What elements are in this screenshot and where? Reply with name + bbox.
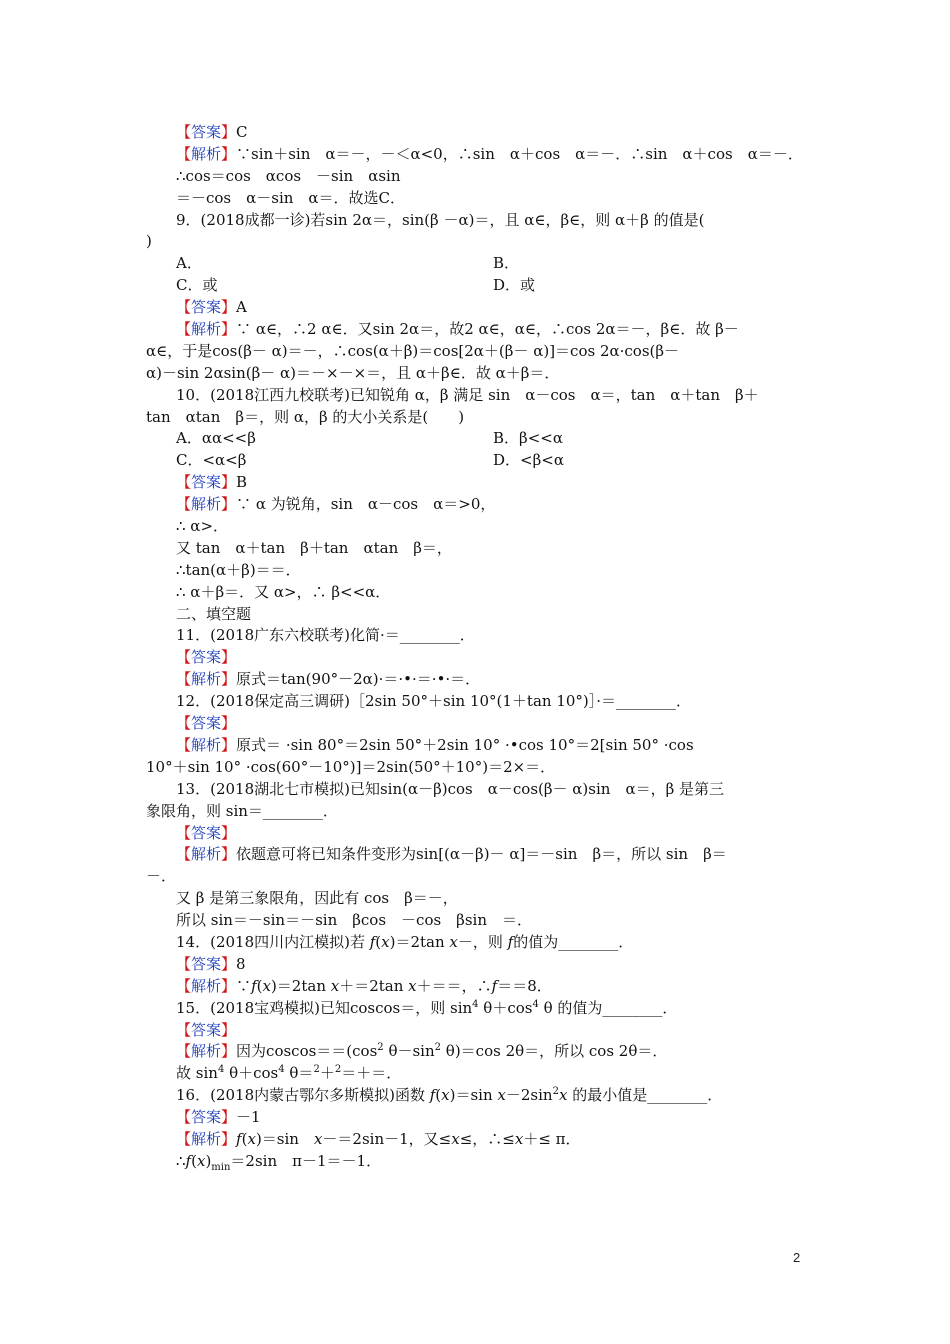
text: )＝sin	[255, 1129, 314, 1148]
question-16	[146, 1085, 810, 1107]
option-b: B．β<<α	[493, 429, 563, 448]
bracket-open: 【	[176, 954, 192, 973]
text: (	[435, 1086, 442, 1105]
bracket-open: 【	[176, 495, 192, 514]
answer-label: 答案	[191, 298, 222, 317]
text: )＝2tan	[270, 976, 331, 995]
text-line: ∴ α>．	[176, 517, 229, 536]
text: )＝2tan	[389, 932, 450, 951]
bracket-close: 】	[221, 1129, 237, 1148]
var: x	[262, 976, 271, 995]
bracket-close: 】	[221, 954, 237, 973]
analysis-line	[146, 1041, 810, 1063]
text: ＋＝＝，∴	[416, 976, 492, 995]
analysis-line	[146, 1129, 810, 1151]
func: f	[185, 1151, 192, 1170]
text: 的最小值是________．	[567, 1086, 723, 1105]
text: (	[191, 1151, 197, 1170]
text-line: tan αtan β＝，则 α，β 的大小关系是( )	[146, 407, 465, 426]
text: 依题意可将已知条件变形为sin[(α－β)－ α]＝－sin β＝，所以 sin β＝	[236, 845, 727, 864]
analysis-label: 解析	[191, 976, 222, 995]
exponent: 4	[532, 998, 539, 1010]
bracket-close: 】	[221, 495, 237, 514]
bracket-close: 】	[221, 1042, 237, 1061]
var: x	[441, 1086, 450, 1105]
bracket-open: 【	[176, 298, 192, 317]
analysis-label: 解析	[191, 670, 222, 689]
text: 15．(2018宝鸡模拟)已知coscos＝，则 sin	[176, 998, 473, 1017]
option-a: A．	[176, 254, 202, 273]
bracket-close: 】	[221, 298, 237, 317]
bracket-open: 【	[176, 714, 192, 733]
bracket-close: 】	[221, 1020, 237, 1039]
question-13: 13．(2018湖北七市模拟)已知sin(α－β)cos α－cos(β－ α)sin α＝，β 是第三	[176, 779, 725, 798]
bracket-open: 【	[176, 735, 192, 754]
bracket-close: 】	[221, 735, 237, 754]
bracket-open: 【	[176, 473, 192, 492]
func: f	[507, 932, 514, 951]
bracket-open: 【	[176, 976, 192, 995]
text: 8	[236, 954, 246, 973]
text: 因为coscos＝＝(cos	[236, 1042, 378, 1061]
answer-label: 答案	[191, 823, 222, 842]
text: (	[241, 1129, 248, 1148]
exponent: 2	[552, 1086, 559, 1098]
bracket-open: 【	[176, 845, 192, 864]
text: ∴	[176, 1151, 186, 1170]
text: 的值为________．	[513, 932, 634, 951]
var: x	[330, 976, 340, 995]
text: C	[236, 123, 248, 141]
exponent: 4	[472, 998, 479, 1010]
text-line	[146, 1063, 810, 1085]
bracket-open: 【	[176, 1042, 192, 1061]
func: f	[429, 1086, 436, 1105]
text-line: ＝－cos α－sin α＝．故选C．	[176, 188, 406, 207]
text-line: α∈，于是cos(β－ α)＝－，∴cos(α＋β)＝cos[2α＋(β－ α)]＝cos 2α·cos(β－	[146, 341, 680, 360]
analysis-label: 解析	[191, 735, 222, 754]
text-line: )	[146, 232, 152, 251]
text: 14．(2018四川内江模拟)若	[176, 932, 370, 951]
text: ＋≤ π．	[523, 1129, 581, 1148]
option-b: B．	[493, 254, 520, 273]
text: θ 的值为________．	[538, 998, 678, 1017]
var: x	[514, 1129, 524, 1148]
answer-label: 答案	[191, 473, 222, 492]
question-11: 11．(2018广东六校联考)化简·＝________．	[176, 626, 475, 645]
section-heading: 二、填空题	[176, 604, 252, 623]
func: f	[236, 1129, 242, 1148]
text: ＝＝8．	[497, 976, 552, 995]
bracket-close: 】	[221, 144, 237, 163]
answer-label: 答案	[191, 123, 222, 141]
answer-line	[146, 122, 810, 144]
answer-line	[146, 647, 810, 669]
answer-label: 答案	[191, 648, 222, 667]
text: θ)＝cos 2θ＝，所以 cos 2θ＝．	[441, 1042, 668, 1061]
text: －1	[236, 1108, 261, 1127]
text: ＝＋＝．	[341, 1064, 402, 1083]
answer-label: 答案	[191, 1020, 222, 1039]
text: θ＋cos	[224, 1064, 279, 1083]
bracket-open: 【	[176, 123, 192, 141]
bracket-close: 】	[221, 473, 237, 492]
text-line: ∴ α＋β＝．又 α>，∴ β<<α．	[176, 582, 391, 601]
options-row	[146, 428, 810, 450]
option-c: C．或	[176, 276, 218, 295]
question-10: 10．(2018江西九校联考)已知锐角 α，β 满足 sin α－cos α＝，tan α＋tan β＋	[176, 385, 759, 404]
text: －＝2sin－1，又≤	[322, 1129, 452, 1148]
text: ＋	[319, 1064, 335, 1083]
text-line: 又 tan α＋tan β＋tan αtan β＝，	[176, 538, 452, 557]
analysis-label: 解析	[191, 1042, 222, 1061]
bracket-close: 】	[221, 845, 237, 864]
text: ∵sin＋sin α＝－，－＜α<0，∴sin α＋cos α＝－．∴sin α＋cos α＝－．	[236, 144, 803, 163]
text-line: 又 β 是第三象限角，因此有 cos β＝－，	[176, 889, 458, 908]
exponent: 4	[217, 1064, 225, 1076]
exponent: 4	[278, 1064, 285, 1076]
answer-line	[146, 472, 810, 494]
var: x	[558, 1086, 568, 1105]
bracket-open: 【	[176, 1108, 192, 1127]
text: A	[236, 298, 247, 317]
text: B	[236, 473, 248, 492]
bracket-open: 【	[176, 823, 192, 842]
var: x	[313, 1129, 323, 1148]
page-content	[146, 122, 810, 1173]
analysis-line	[146, 976, 810, 998]
analysis-line	[146, 494, 810, 516]
text: )＝sin	[449, 1086, 498, 1105]
exponent: 2	[377, 1042, 384, 1054]
bracket-open: 【	[176, 1129, 192, 1148]
analysis-line	[146, 319, 810, 341]
text: (	[375, 932, 382, 951]
text: －2sin	[505, 1086, 553, 1105]
answer-line	[146, 297, 810, 319]
bracket-open: 【	[176, 144, 192, 163]
bracket-close: 】	[221, 1108, 237, 1127]
text: ∵ α 为锐角，sin α－cos α＝>0，	[236, 495, 496, 514]
analysis-label: 解析	[191, 320, 222, 339]
text: 原式＝ ·sin 80°＝2sin 50°＋2sin 10° ·•cos 10°＝2[sin 50° ·cos	[236, 735, 694, 754]
text-line: α)－sin 2αsin(β－ α)＝－×－×＝，且 α＋β∈．故 α＋β＝．	[146, 363, 560, 382]
text: 原式＝tan(90°－2α)·＝·•·＝·•·＝．	[236, 670, 481, 689]
answer-line	[146, 713, 810, 735]
var: x	[196, 1151, 206, 1170]
bracket-close: 】	[221, 320, 237, 339]
answer-label: 答案	[191, 954, 222, 973]
analysis-line	[146, 669, 810, 691]
option-c: C．<α<β	[176, 451, 247, 470]
answer-label: 答案	[191, 1108, 222, 1127]
options-row	[146, 275, 810, 297]
text: ≤，∴≤	[459, 1129, 515, 1148]
text: )	[205, 1151, 212, 1170]
option-d: D．或	[493, 276, 536, 295]
var: x	[247, 1129, 256, 1148]
answer-line	[146, 954, 810, 976]
text-line: ∴cos＝cos αcos －sin αsin	[176, 166, 401, 185]
analysis-line	[146, 735, 810, 757]
answer-label: 答案	[191, 714, 222, 733]
analysis-label: 解析	[191, 1129, 222, 1148]
analysis-line	[146, 844, 810, 866]
text: ＋＝2tan	[339, 976, 409, 995]
question-14	[146, 932, 810, 954]
text-line: 10°＋sin 10° ·cos(60°－10°)]＝2sin(50°＋10°)＝2×＝．	[146, 757, 556, 776]
question-12: 12．(2018保定高三调研)［2sin 50°＋sin 10°(1＋tan 10°)］·＝________．	[176, 692, 692, 711]
var: x	[449, 932, 458, 951]
func: f	[251, 976, 257, 995]
text: θ＝	[284, 1064, 314, 1083]
text: 故 sin	[176, 1064, 218, 1083]
var: x	[408, 976, 417, 995]
func: f	[369, 932, 376, 951]
bracket-close: 】	[221, 648, 237, 667]
text: 16．(2018内蒙古鄂尔多斯模拟)函数	[176, 1086, 430, 1105]
bracket-close: 】	[221, 823, 237, 842]
exponent: 2	[434, 1042, 442, 1054]
exponent: 2	[313, 1064, 320, 1076]
var: x	[381, 932, 390, 951]
bracket-open: 【	[176, 648, 192, 667]
func: f	[491, 976, 498, 995]
bracket-close: 】	[221, 670, 237, 689]
text: ∵ α∈，∴2 α∈．又sin 2α＝，故2 α∈，α∈，∴cos 2α＝－，β∈．故 β－	[236, 320, 739, 339]
text: ∵	[236, 976, 252, 995]
text-line: ∴tan(α＋β)＝＝．	[176, 560, 301, 579]
option-a: A．αα<<β	[176, 429, 256, 448]
question-9: 9．(2018成都一诊)若sin 2α＝，sin(β －α)＝，且 α∈，β∈，则 α＋β 的值是(	[176, 210, 705, 229]
bracket-close: 】	[221, 976, 237, 995]
answer-line	[146, 1107, 810, 1129]
text: ＝2sin π－1＝－1．	[230, 1151, 382, 1170]
text: －，则	[457, 932, 508, 951]
text-line: －．	[146, 867, 177, 886]
analysis-line	[146, 144, 810, 166]
options-row	[146, 450, 810, 472]
answer-line	[146, 1020, 810, 1042]
text: θ－sin	[383, 1042, 435, 1061]
question-15	[146, 998, 810, 1020]
text: θ＋cos	[478, 998, 533, 1017]
bracket-open: 【	[176, 1020, 192, 1039]
page-number: 2	[793, 1250, 801, 1265]
option-d: D．<β<α	[493, 451, 564, 470]
bracket-open: 【	[176, 670, 192, 689]
var: x	[497, 1086, 506, 1105]
analysis-label: 解析	[191, 144, 222, 163]
var: x	[451, 1129, 460, 1148]
text-line	[146, 1151, 810, 1173]
exponent: 2	[334, 1064, 342, 1076]
text-line: 象限角，则 sin＝________．	[146, 801, 338, 820]
bracket-open: 【	[176, 320, 192, 339]
text-line: 所以 sin＝－sin＝－sin βcos －cos βsin ＝．	[176, 911, 532, 930]
answer-line	[146, 823, 810, 845]
options-row	[146, 253, 810, 275]
bracket-close: 】	[221, 123, 237, 141]
bracket-close: 】	[221, 714, 237, 733]
analysis-label: 解析	[191, 845, 222, 864]
text: (	[256, 976, 263, 995]
analysis-label: 解析	[191, 495, 222, 514]
subscript: min	[211, 1161, 231, 1173]
